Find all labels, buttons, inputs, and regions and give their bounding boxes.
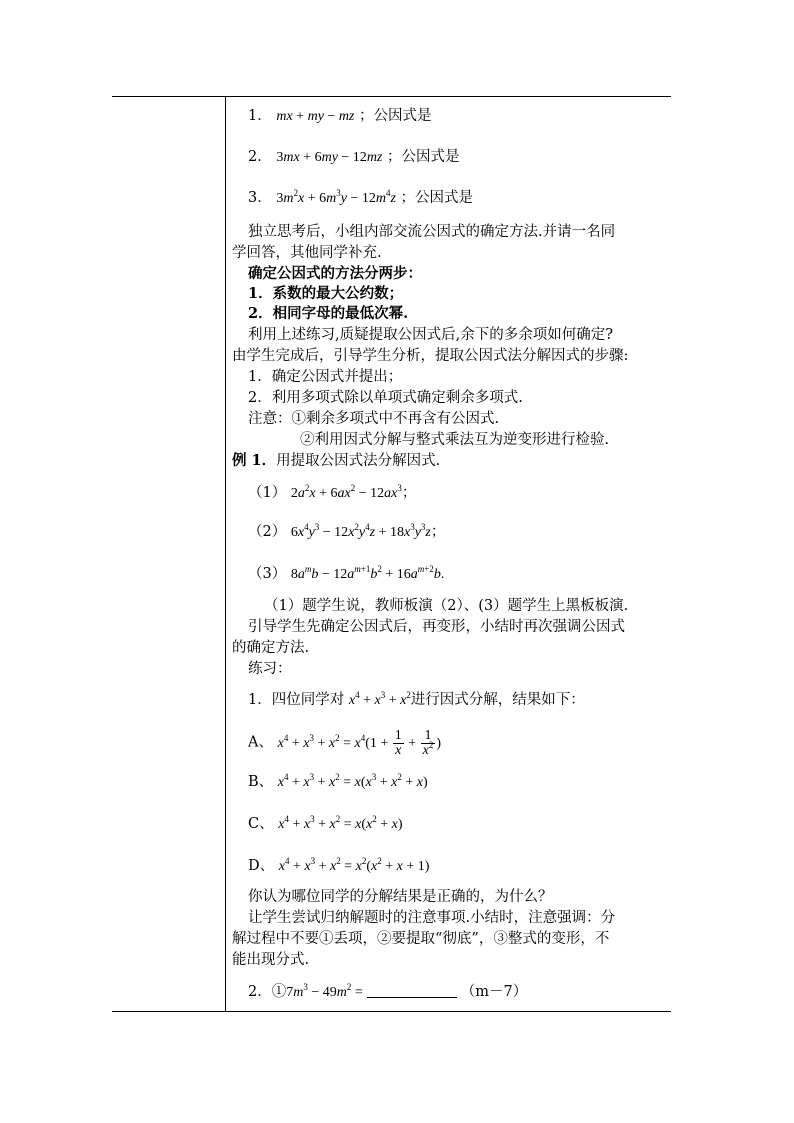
practice-label: 练习： xyxy=(248,661,292,677)
option-b: B、 $x^4 + x^3 + x^2 = x(x^3 + x^2 + x)$ xyxy=(248,772,428,790)
table-bottom-border xyxy=(112,1011,671,1012)
example-heading: 例 1．用提取公因式法分解因式. xyxy=(232,452,441,469)
note-2: ②利用因式分解与整式乘法互为逆变形进行检验. xyxy=(300,432,610,448)
paragraph-line: 学回答，其他同学补充. xyxy=(232,245,382,261)
method-title: 确定公因式的方法分两步： xyxy=(248,265,422,282)
paragraph-line: 的确定方法. xyxy=(232,640,310,656)
table-top-border xyxy=(112,96,671,97)
expression-1: mx + my − mz xyxy=(276,109,355,124)
method-step-1: 1．系数的最大公约数； xyxy=(248,285,404,302)
expression-3: $3m^2x + 6m^3y - 12m^4z$ xyxy=(276,188,396,206)
example-label: 例 1． xyxy=(232,452,277,469)
practice-question-1: 1．四位同学对 $x^4 + x^3 + x^2$进行因式分解，结果如下： xyxy=(248,690,585,708)
note-1: 注意：①剩余多项式中不再含有公因式. xyxy=(248,411,500,427)
question-3: 3． $3m^2x + 6m^3y - 12m^4z$ ；公因式是 xyxy=(248,188,474,206)
example-item-2: （2） $6x^4y^3 - 12x^2y^4z + 18x^3y^3z$； xyxy=(248,522,446,540)
paragraph-line: 独立思考后，小组内部交流公因式的确定方法.并请一名同 xyxy=(248,224,616,240)
table-column-divider xyxy=(225,96,226,1012)
answer-blank xyxy=(367,983,457,998)
paragraph-line: （1）题学生说，教师板演（2）、(3）题学生上黑板板演. xyxy=(264,598,629,614)
paragraph-line: 由学生完成后，引导学生分析，提取公因式法分解因式的步骤: xyxy=(232,348,629,364)
paragraph-line: 解过程中不要①丢项，②要提取“彻底”，③整式的变形，不 xyxy=(232,931,610,947)
example-item-3: （3） $8a^mb - 12a^{m+1}b^2 + 16a^{m+2}b$. xyxy=(248,564,445,582)
practice-question-2: 2．$①7m^3 - 49m^2 = (m-7)$ xyxy=(248,982,528,1000)
paragraph-line: 引导学生先确定公因式后，再变形，小结时再次强调公因式 xyxy=(248,619,625,635)
step-1: 1．确定公因式并提出； xyxy=(248,369,403,385)
option-c: C、 $x^4 + x^3 + x^2 = x(x^2 + x)$ xyxy=(248,814,403,832)
option-d: D、 $x^4 + x^3 + x^2 = x^2(x^2 + x + 1)$ xyxy=(248,856,430,874)
paragraph-line: 能出现分式. xyxy=(232,952,310,968)
question-1: 1． mx + my − mz ；公因式是 xyxy=(248,108,432,124)
option-a: A、 $x^4 + x^3 + x^2 = x^4(1$ + $\frac{1}{x}$ + $\frac{1}{x^2}$ ) xyxy=(248,728,442,758)
method-step-2: 2．相同字母的最低次幂. xyxy=(248,305,409,322)
expression-2: 3mx + 6my − 12mz xyxy=(276,150,383,165)
paragraph-line: 让学生尝试归纳解题时的注意事项.小结时，注意强调：分 xyxy=(248,910,616,926)
question-2: 2． 3mx + 6my − 12mz ；公因式是 xyxy=(248,149,460,165)
example-item-1: （1） $2a^2x + 6ax^2 - 12ax^3$； xyxy=(248,483,417,501)
step-2: 2．利用多项式除以单项式确定剩余多项式. xyxy=(248,390,523,406)
paragraph-line: 利用上述练习,质疑提取公因式后,余下的多余项如何确定? xyxy=(248,327,613,343)
paragraph-line: 你认为哪位同学的分解结果是正确的，为什么？ xyxy=(248,889,553,905)
